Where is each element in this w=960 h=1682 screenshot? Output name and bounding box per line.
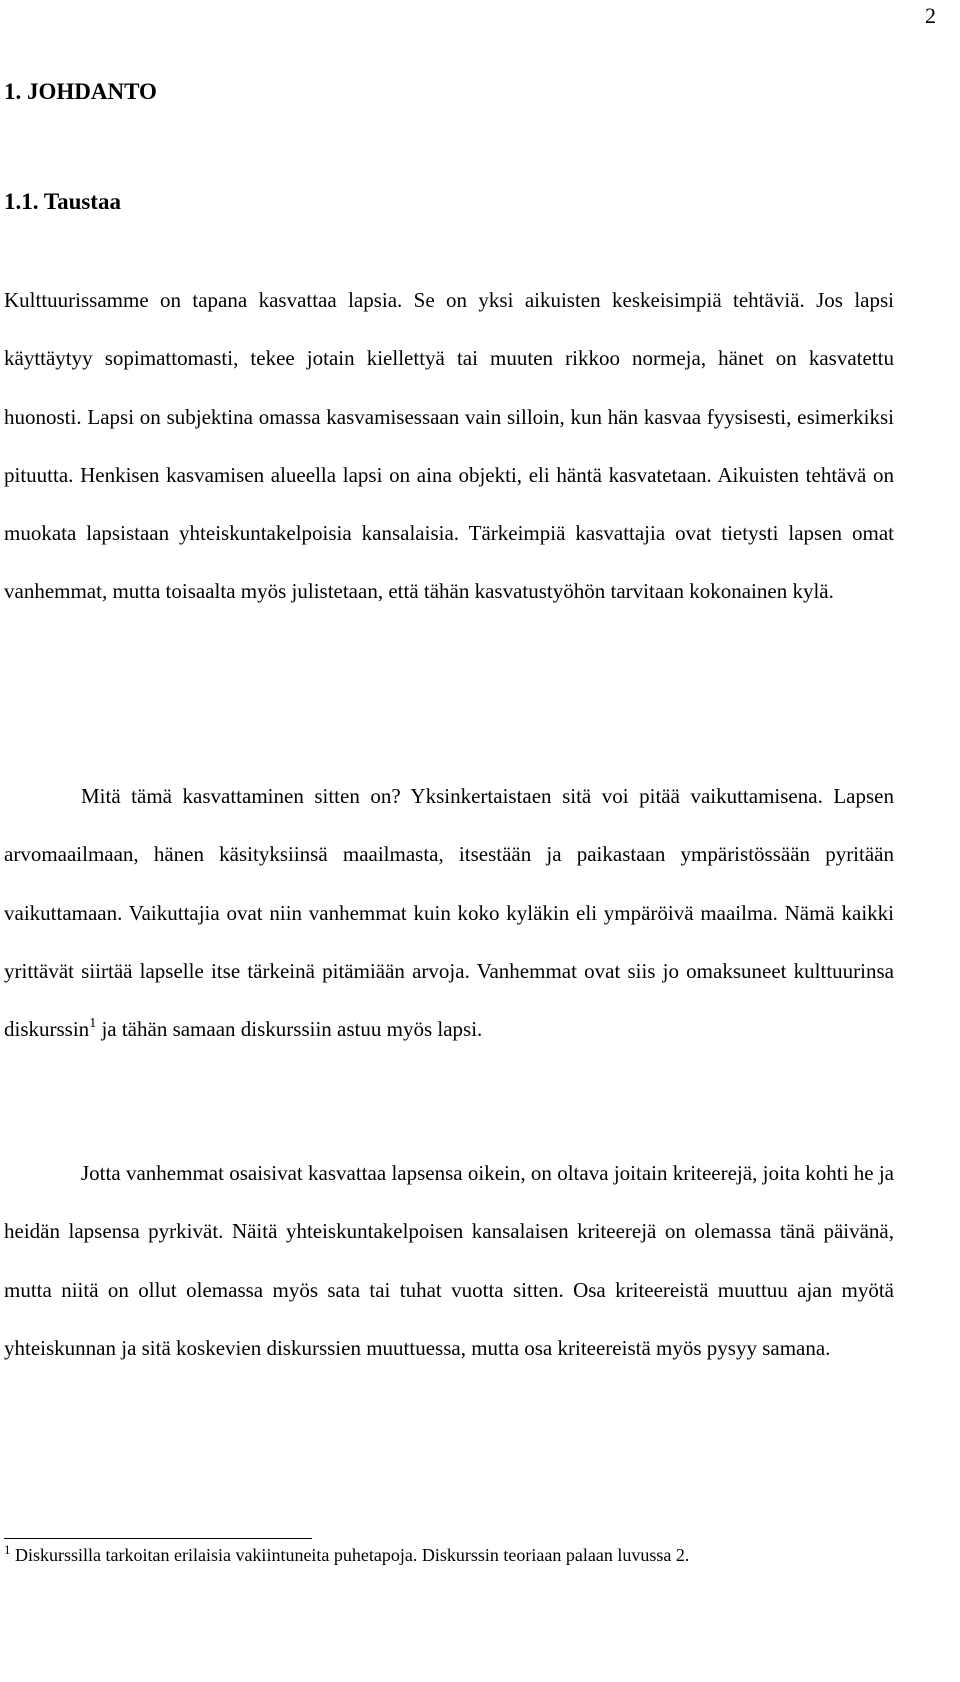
footnote-text: Diskurssilla tarkoitan erilaisia vakiintuneita puhetapoja. Diskurssin teoriaan palaan luvussa 2. xyxy=(10,1545,690,1565)
footnote-marker: 1 xyxy=(4,1542,11,1557)
chapter-heading: 1. JOHDANTO xyxy=(4,79,157,104)
footnote xyxy=(4,1542,689,1568)
paragraph-1: Kulttuurissamme on tapana kasvattaa lapsia. Se on yksi aikuisten keskeisimpiä tehtäviä. Jos lapsi käyttäytyy sopimattomasti, tekee jotain kiellettyä tai muuten rikkoo normeja, hänet on kasvatettu huonosti. Lapsi on subjektina omassa kasvamisessaan vain silloin, kun hän kasvaa fyysisesti, esimerkiksi pituutta. Henkisen kasvamisen alueella lapsi on aina objekti, eli häntä kasvatetaan. Aikuisten tehtävä on muokata lapsistaan yhteiskuntakelpoisia kansalaisia. Tärkeimpiä kasvattajia ovat tietysti lapsen omat vanhemmat, mutta toisaalta myös julistetaan, että tähän kasvatustyöhön tarvitaan kokonainen kylä. xyxy=(4,288,894,604)
page-number: 2 xyxy=(925,3,936,28)
paragraph-2-text-end: ja tähän samaan diskurssiin astuu myös lapsi. xyxy=(96,1017,483,1042)
paragraph-3: Jotta vanhemmat osaisivat kasvattaa lapsensa oikein, on oltava joitain kriteerejä, joita kohti he ja heidän lapsensa pyrkivät. Näitä yhteiskuntakelpoisen kansalaisen kriteerejä on olemassa tänä päivänä, mutta niitä on ollut olemassa myös sata tai tuhat vuotta sitten. Osa kriteereistä muuttuu ajan myötä yhteiskunnan ja sitä koskevien diskurssien muuttuessa, mutta osa kriteereistä myös pysyy samana. xyxy=(4,1161,894,1360)
paragraph-2 xyxy=(4,767,894,1058)
paragraph-2-text: Mitä tämä kasvattaminen sitten on? Yksinkertaistaen sitä voi pitää vaikuttamisena. Lapsen arvomaailmaan, hänen käsityksiinsä maailmasta, itsestään ja paikastaan ympäristössään pyritään vaikuttamaan. Vaikuttajia ovat niin vanhemmat kuin koko kyläkin eli ympäröivä maailma. Nämä kaikki yrittävät siirtää lapselle itse tärkeinä pitämiään arvoja. Vanhemmat ovat siis jo omaksuneet kulttuurinsa diskurssin xyxy=(4,784,894,1042)
footnote-separator xyxy=(4,1538,312,1539)
section-heading: 1.1. Taustaa xyxy=(4,189,121,214)
footnote-reference[interactable]: 1 xyxy=(89,1016,97,1032)
